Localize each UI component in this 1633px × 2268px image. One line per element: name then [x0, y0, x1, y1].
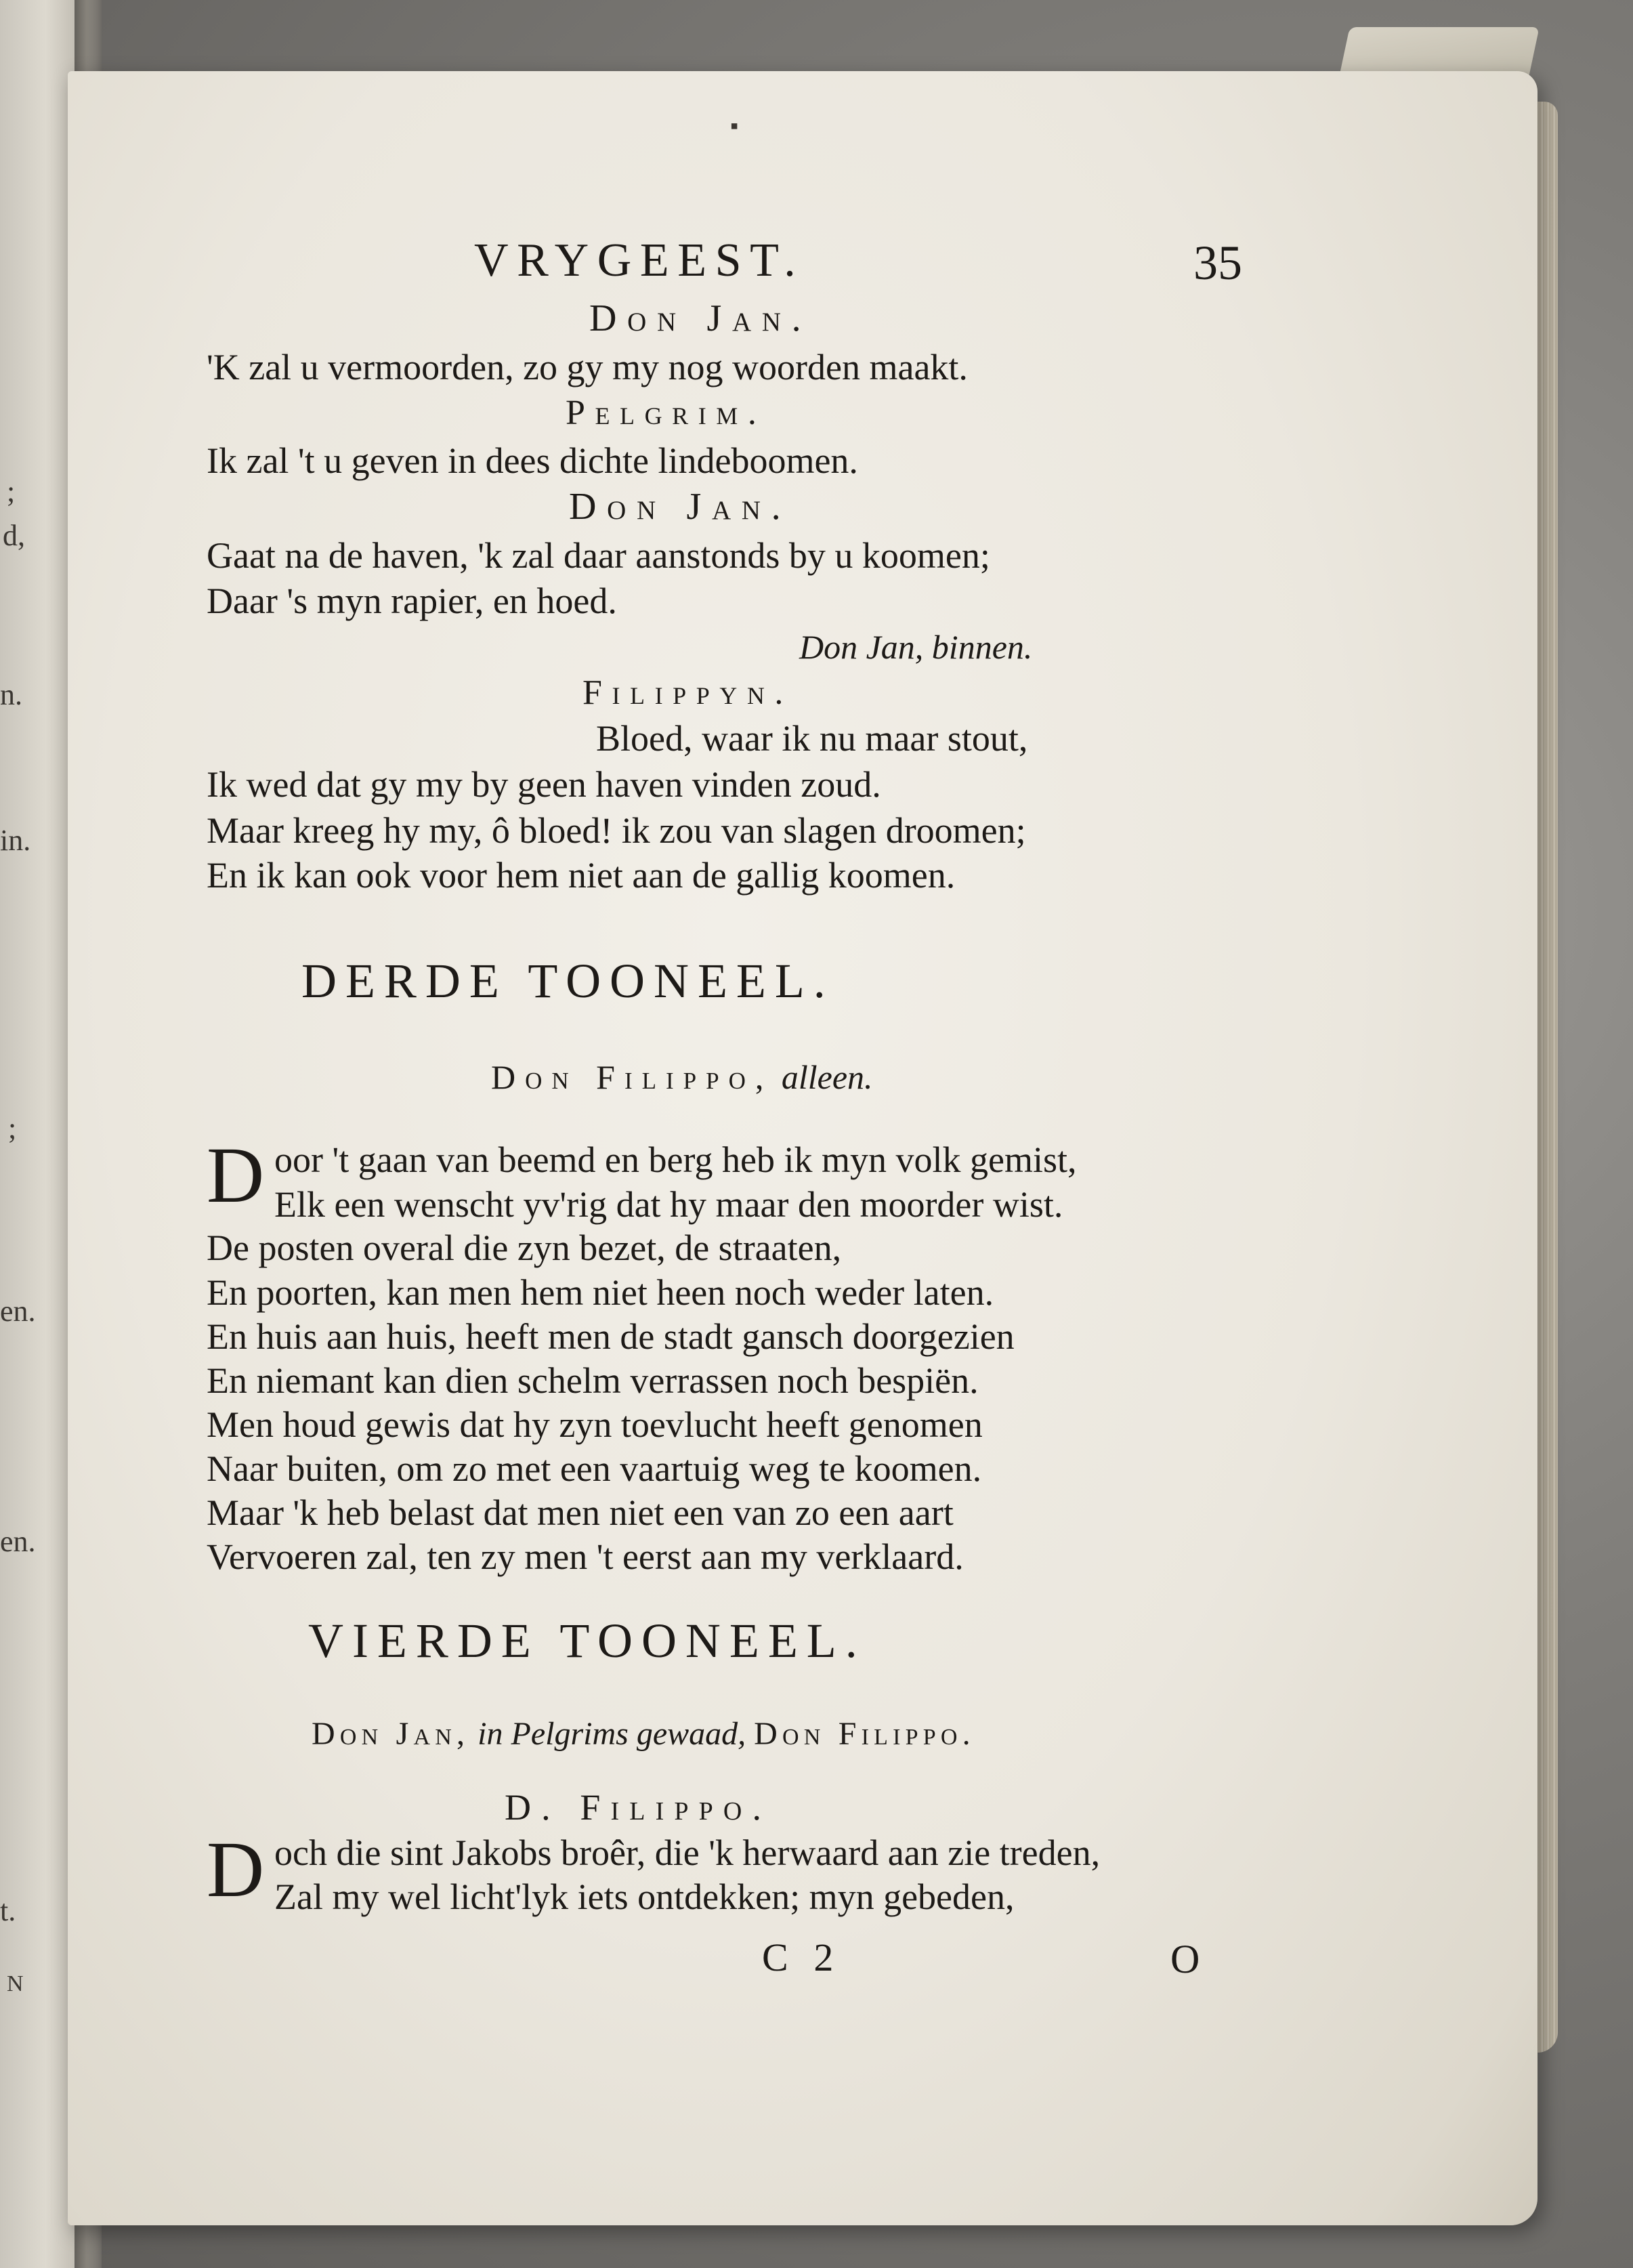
stage-direction: Don Jan, binnen.: [799, 628, 1033, 666]
left-fragment: en.: [0, 1525, 36, 1558]
verse-line: En huis aan huis, heeft men de stadt gansch doorgezien: [207, 1316, 1015, 1357]
verse-line: oor 't gaan van beemd en berg heb ik myn volk gemist,: [274, 1139, 1077, 1180]
cast-name: Don Filippo.: [754, 1716, 975, 1752]
left-fragment: en.: [0, 1295, 36, 1328]
left-fragment: ;: [7, 475, 16, 508]
catchword: O: [1170, 1937, 1200, 1981]
verse-line: En niemant kan dien schelm verrassen noch bespiën.: [207, 1360, 979, 1401]
drop-cap: D: [207, 1825, 265, 1914]
cast-name: Don Filippo,: [491, 1058, 773, 1096]
verse-line: och die sint Jakobs broêr, die 'k herwaard aan zie treden,: [274, 1832, 1101, 1873]
cast-list: [312, 1714, 975, 1755]
left-fragment: in.: [0, 824, 31, 857]
cast-name: Don Jan,: [312, 1716, 470, 1752]
drop-cap: D: [207, 1131, 265, 1219]
verse-line: Men houd gewis dat hy zyn toevlucht heeft genomen: [207, 1404, 983, 1445]
signature-mark: C 2: [762, 1935, 841, 1979]
verse-line: De posten overal die zyn bezet, de straaten,: [207, 1227, 842, 1268]
speaker-name: Pelgrim.: [566, 394, 767, 432]
running-title: VRYGEEST.: [474, 234, 805, 287]
verse-line: Maar 'k heb belast dat men niet een van zo een aart: [207, 1492, 954, 1533]
verse-line: Maar kreeg hy my, ô bloed! ik zou van slagen droomen;: [207, 810, 1026, 851]
scene-heading: VIERDE TOONEEL.: [308, 1614, 866, 1668]
speaker-name: Filippyn.: [582, 673, 793, 712]
verse-line: Daar 's myn rapier, en hoed.: [207, 581, 617, 621]
verse-line: Vervoeren zal, ten zy men 't eerst aan my verklaard.: [207, 1536, 964, 1577]
speaker-name: D. Filippo.: [505, 1787, 772, 1828]
left-fragment: ;: [8, 1112, 17, 1145]
cast-list: [491, 1057, 873, 1097]
verse-line: En poorten, kan men hem niet heen noch weder laten.: [207, 1272, 994, 1313]
page-number: 35: [1193, 236, 1242, 290]
verse-line: Naar buiten, om zo met een vaartuig weg te koomen.: [207, 1448, 982, 1489]
cast-note: in Pelgrims gewaad,: [478, 1716, 746, 1752]
verse-line: Zal my wel licht'lyk iets ontdekken; myn gebeden,: [274, 1876, 1015, 1917]
left-fragment: d,: [3, 519, 25, 552]
verse-line: Ik wed dat gy my by geen haven vinden zoud.: [207, 764, 881, 805]
verse-line: Gaat na de haven, 'k zal daar aanstonds by u koomen;: [207, 535, 990, 576]
verse-line: 'K zal u vermoorden, zo gy my nog woorden maakt.: [207, 347, 968, 387]
verse-line: Ik zal 't u geven in dees dichte lindeboomen.: [207, 440, 858, 481]
printer-mark-icon: ▪: [730, 114, 739, 139]
verse-line: Bloed, waar ik nu maar stout,: [596, 718, 1028, 759]
verse-line: En ik kan ook voor hem niet aan de gallig koomen.: [207, 855, 956, 896]
speaker-name: Don Jan.: [569, 486, 792, 528]
left-fragment: n.: [0, 678, 22, 711]
speaker-name: Don Jan.: [589, 297, 812, 339]
left-fragment: t.: [0, 1894, 16, 1927]
verse-line: Elk een wenscht yv'rig dat hy maar den moorder wist.: [274, 1184, 1063, 1225]
scene-heading: DERDE TOONEEL.: [301, 954, 834, 1008]
cast-note: alleen.: [781, 1058, 873, 1096]
left-fragment: N: [7, 1971, 24, 1996]
